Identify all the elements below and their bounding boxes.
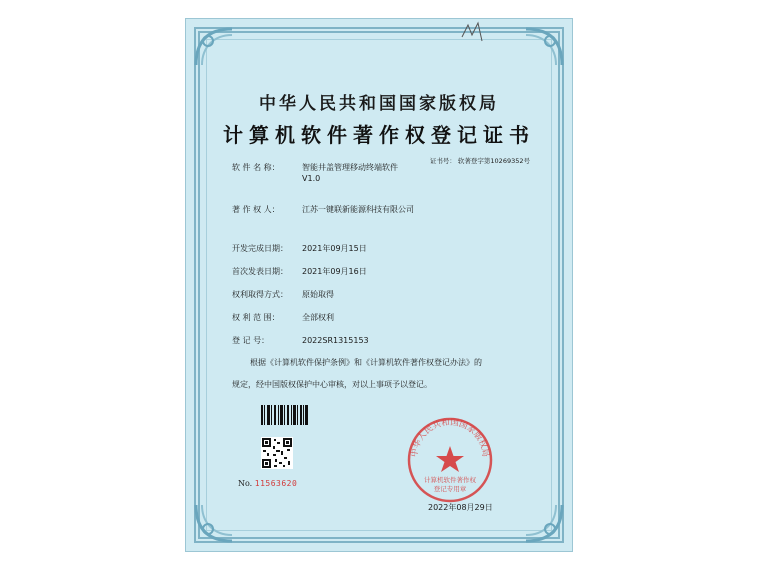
- corner-ornament-icon: [522, 25, 566, 69]
- seal-star-icon: [436, 446, 464, 472]
- owner-value: 江苏一键联新能源科技有限公司: [302, 205, 414, 214]
- handwritten-mark-icon: [460, 21, 484, 43]
- corner-ornament-icon: [192, 25, 236, 69]
- pub-date-row: [232, 266, 367, 277]
- software-name-row: [232, 162, 398, 173]
- dev-date-row: [232, 243, 367, 254]
- serial-number-value: 11563620: [254, 479, 298, 488]
- issue-date: 2022年08月29日: [428, 503, 493, 512]
- barcode-icon: [261, 405, 309, 425]
- registration-label: 登 记 号：: [232, 336, 270, 345]
- software-name-value: 智能井盖管理移动终端软件: [302, 163, 398, 172]
- qr-code-icon: [261, 437, 293, 469]
- registration-number: 2022SR1315153: [302, 336, 369, 345]
- corner-ornament-icon: [192, 501, 236, 545]
- acquire-row: [232, 289, 334, 300]
- statement: [232, 352, 532, 396]
- certificate-number: 证书号： 软著登字第10269352号: [429, 157, 530, 165]
- acquire-label: 权利取得方式：: [232, 290, 288, 299]
- software-name-label: 软 件 名 称：: [232, 163, 280, 172]
- seal-ring-text: 中华人民共和国国家版权局: [409, 417, 491, 458]
- pub-date-label: 首次发表日期：: [232, 267, 288, 276]
- serial-number: [238, 479, 297, 488]
- scope-row: [232, 312, 334, 323]
- registration-row: [232, 335, 369, 346]
- owner-label: 著 作 权 人：: [232, 205, 280, 214]
- dev-date-label: 开发完成日期：: [232, 244, 288, 253]
- scope-value: 全部权利: [302, 313, 334, 322]
- acquire-value: 原始取得: [302, 290, 334, 299]
- serial-prefix: No.: [238, 479, 253, 488]
- statement-line: 根据《计算机软件保护条例》和《计算机软件著作权登记办法》的: [250, 358, 482, 367]
- seal-inner-line: 登记专用章: [433, 485, 467, 493]
- statement-line: 规定，经中国版权保护中心审核，对以上事项予以登记。: [232, 380, 432, 389]
- seal-inner-line: 计算机软件著作权: [424, 476, 476, 484]
- certificate-title: 计算机软件著作权登记证书: [223, 123, 535, 147]
- pub-date-value: 2021年09月16日: [302, 267, 367, 276]
- owner-row: [232, 204, 414, 215]
- software-version-value: V1.0: [302, 174, 321, 183]
- issuer-header: 中华人民共和国国家版权局: [259, 94, 499, 114]
- corner-ornament-icon: [522, 501, 566, 545]
- software-version-row: [232, 174, 320, 183]
- dev-date-value: 2021年09月15日: [302, 244, 367, 253]
- scope-label: 权 利 范 围：: [232, 313, 280, 322]
- certificate: [185, 18, 573, 552]
- official-seal: [406, 416, 494, 504]
